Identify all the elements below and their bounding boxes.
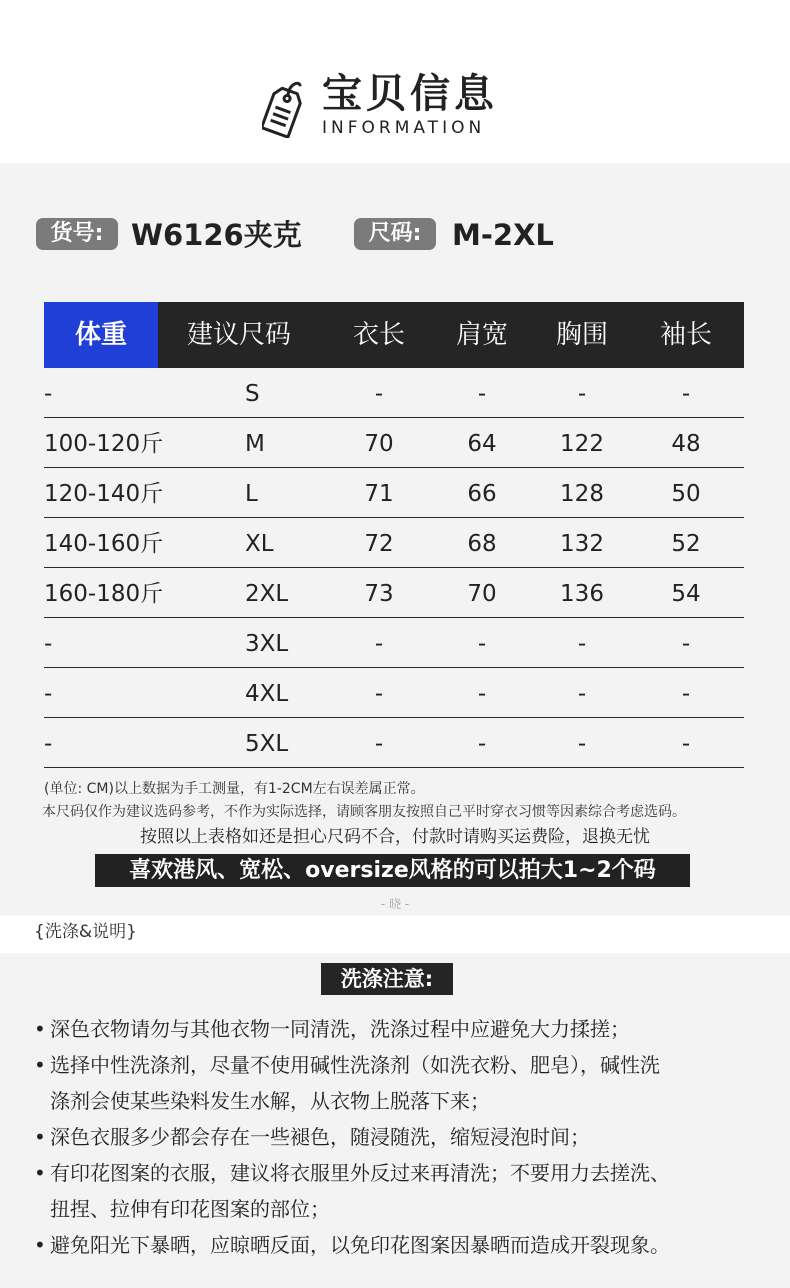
cell-weight: - <box>44 681 53 707</box>
cell-weight: - <box>44 731 53 757</box>
cell-sleeve: 50 <box>671 481 701 507</box>
cell-shoulder: - <box>477 731 487 757</box>
cell-sleeve: - <box>681 381 691 407</box>
care-text: 深色衣物请勿与其他衣物一同清洗，洗涤过程中应避免大力揉搓； <box>50 1017 630 1041</box>
bullet-icon: • <box>34 1125 46 1149</box>
wash-section-label: {洗涤&说明} <box>34 922 137 942</box>
measurement-note: (单位: CM)以上数据为手工测量，有1-2CM左右误差属正常。 <box>44 781 425 797</box>
cell-length: - <box>374 731 384 757</box>
cell-size: 4XL <box>245 681 289 707</box>
cell-length: 73 <box>364 581 394 607</box>
bullet-icon: • <box>34 1017 46 1041</box>
cell-shoulder: - <box>477 631 487 657</box>
cell-sleeve: - <box>681 631 691 657</box>
cell-size: XL <box>245 531 274 557</box>
size-range-badge: 尺码: <box>354 218 436 250</box>
wash-title: 洗涤注意: <box>321 963 453 995</box>
header-length: 衣长 <box>352 320 405 350</box>
bullet-icon: • <box>34 1053 46 1077</box>
cell-chest: 122 <box>560 431 604 457</box>
cell-size: 3XL <box>245 631 289 657</box>
page-header <box>0 0 790 163</box>
size-table-header <box>44 302 744 368</box>
cell-sleeve: - <box>681 681 691 707</box>
table-row <box>44 668 744 718</box>
care-item <box>34 1011 754 1047</box>
table-row <box>44 418 744 468</box>
size-range-value: M-2XL <box>452 218 554 252</box>
cell-size: L <box>245 481 258 507</box>
cell-sleeve: 52 <box>671 531 701 557</box>
page-subtitle: INFORMATION <box>322 118 486 138</box>
size-advice-note: 本尺码仅作为建议选码参考，不作为实际选择，请顾客朋友按照自己平时穿衣习惯等因素综合考虑选码。 <box>42 804 686 820</box>
cell-length: - <box>374 381 384 407</box>
page-title: 宝贝信息 <box>322 71 498 117</box>
cell-shoulder: - <box>477 681 487 707</box>
bullet-icon: • <box>34 1233 46 1257</box>
cell-length: - <box>374 681 384 707</box>
cell-length: - <box>374 631 384 657</box>
cell-chest: 128 <box>560 481 604 507</box>
watermark-mark: - 晓 - <box>380 897 410 911</box>
care-text: 避免阳光下暴晒，应晾晒反面，以免印花图案因暴晒而造成开裂现象。 <box>50 1233 670 1257</box>
oversize-highlight: 喜欢港风、宽松、oversize风格的可以拍大1~2个码 <box>95 854 690 887</box>
cell-size: 2XL <box>245 581 289 607</box>
header-chest: 胸围 <box>555 320 608 350</box>
cell-chest: - <box>577 381 587 407</box>
table-row <box>44 518 744 568</box>
cell-shoulder: 64 <box>467 431 497 457</box>
cell-shoulder: - <box>477 381 487 407</box>
cell-shoulder: 66 <box>467 481 497 507</box>
care-text: 有印花图案的衣服，建议将衣服里外反过来再清洗；不要用力去搓洗、 <box>50 1161 670 1185</box>
cell-weight: 160-180斤 <box>44 581 164 607</box>
cell-size: M <box>245 431 265 457</box>
cell-sleeve: 48 <box>671 431 701 457</box>
table-row <box>44 618 744 668</box>
cell-weight: - <box>44 381 53 407</box>
cell-size: S <box>245 381 260 407</box>
cell-chest: 132 <box>560 531 604 557</box>
cell-sleeve: 54 <box>671 581 701 607</box>
care-item <box>34 1047 754 1119</box>
header-shoulder: 肩宽 <box>455 320 508 350</box>
cell-chest: - <box>577 681 587 707</box>
header-sleeve: 袖长 <box>659 320 712 350</box>
care-item <box>34 1227 754 1263</box>
price-tag-icon <box>262 76 306 138</box>
item-number-value: W6126夹克 <box>131 218 302 252</box>
cell-weight: 140-160斤 <box>44 531 164 557</box>
cell-shoulder: 70 <box>467 581 497 607</box>
care-item <box>34 1155 754 1227</box>
cell-chest: - <box>577 731 587 757</box>
cell-length: 72 <box>364 531 394 557</box>
cell-weight: 120-140斤 <box>44 481 164 507</box>
table-row <box>44 468 744 518</box>
care-text: 扭捏、拉伸有印花图案的部位； <box>50 1197 330 1221</box>
cell-sleeve: - <box>681 731 691 757</box>
table-row <box>44 568 744 618</box>
cell-size: 5XL <box>245 731 289 757</box>
table-row <box>44 368 744 418</box>
care-item <box>34 1119 754 1155</box>
header-weight: 体重 <box>44 302 158 368</box>
shipping-insurance-note: 按照以上表格如还是担心尺码不合，付款时请购买运费险，退换无忧 <box>140 827 650 847</box>
care-text: 深色衣服多少都会存在一些褪色，随浸随洗，缩短浸泡时间； <box>50 1125 590 1149</box>
cell-chest: 136 <box>560 581 604 607</box>
table-row <box>44 718 744 768</box>
cell-chest: - <box>577 631 587 657</box>
cell-shoulder: 68 <box>467 531 497 557</box>
care-text: 选择中性洗涤剂，尽量不使用碱性洗涤剂（如洗衣粉、肥皂），碱性洗 <box>50 1053 660 1077</box>
care-text: 涤剂会使某些染料发生水解，从衣物上脱落下来； <box>50 1089 490 1113</box>
cell-length: 70 <box>364 431 394 457</box>
cell-weight: - <box>44 631 53 657</box>
cell-length: 71 <box>364 481 394 507</box>
cell-weight: 100-120斤 <box>44 431 164 457</box>
header-suggested-size: 建议尺码 <box>186 320 291 350</box>
bullet-icon: • <box>34 1161 46 1185</box>
item-number-badge: 货号: <box>36 218 118 250</box>
